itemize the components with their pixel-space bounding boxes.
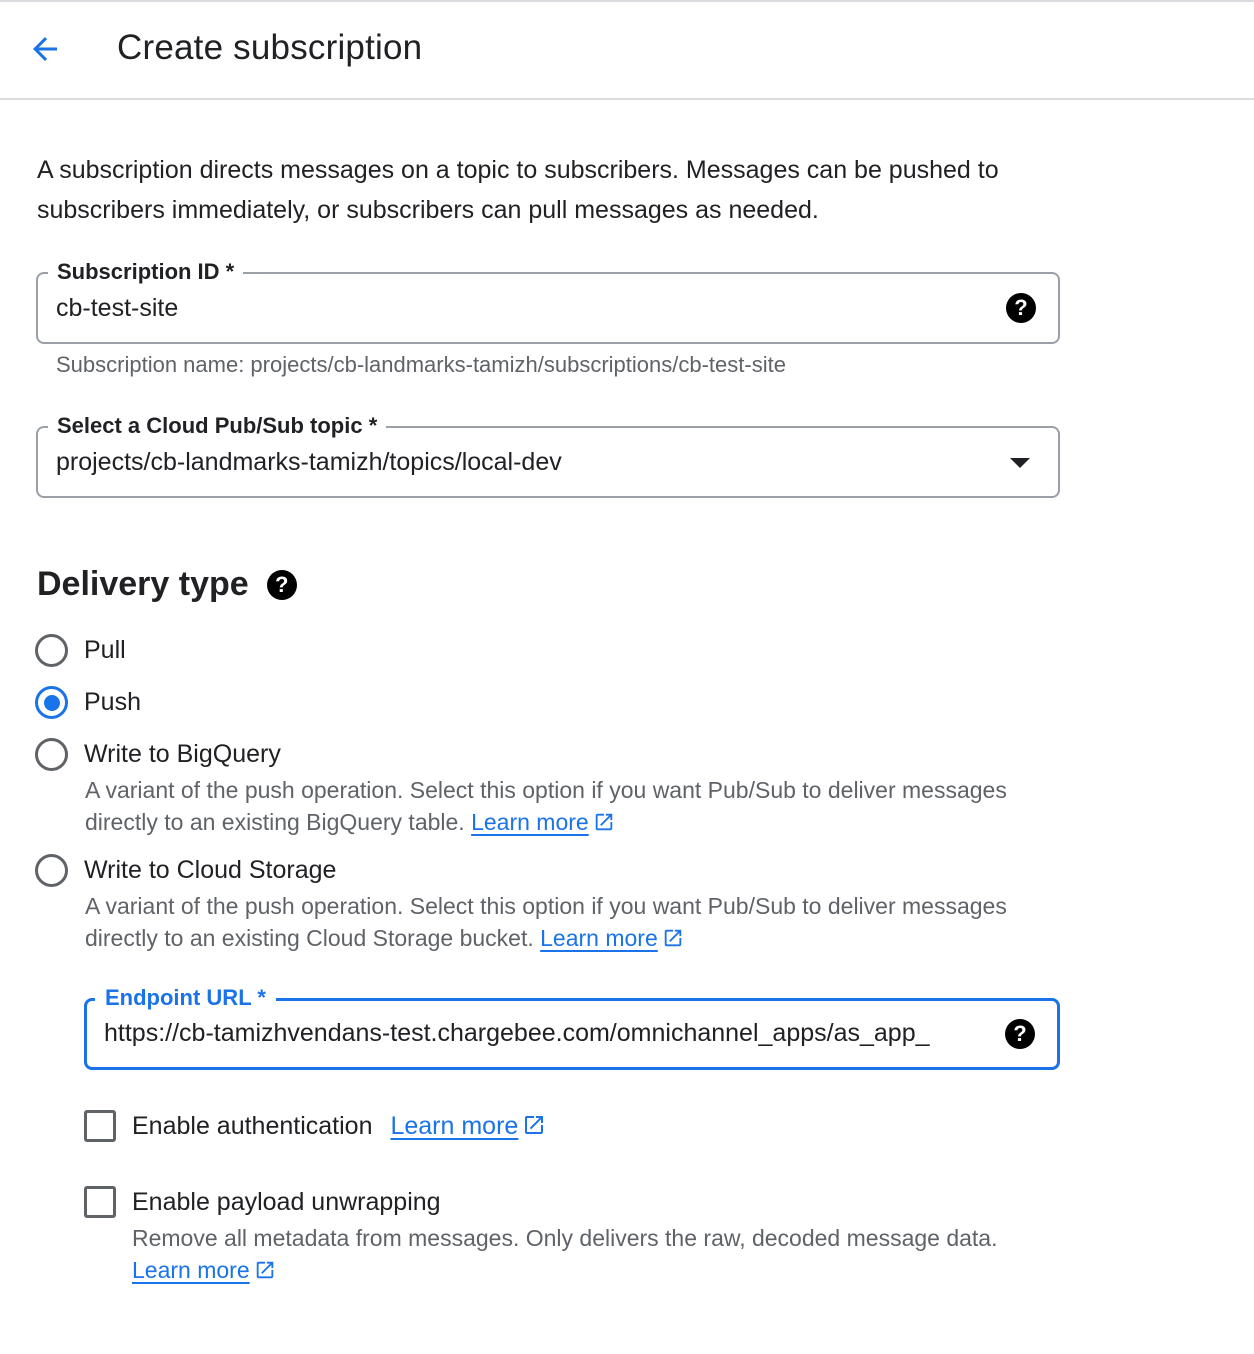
learn-more-link[interactable]: Learn more	[540, 925, 684, 951]
learn-more-link[interactable]: Learn more	[471, 809, 615, 835]
radio-bigquery-label: Write to BigQuery	[84, 740, 281, 768]
radio-push[interactable]	[35, 686, 141, 719]
open-in-new-icon	[522, 1113, 546, 1137]
delivery-type-title: Delivery type	[37, 565, 249, 603]
enable-payload-unwrapping-label[interactable]: Enable payload unwrapping	[132, 1187, 441, 1216]
page-header	[0, 2, 1254, 100]
enable-authentication-row	[84, 1110, 546, 1142]
open-in-new-icon	[593, 811, 615, 833]
page-title: Create subscription	[117, 28, 423, 67]
enable-authentication-checkbox[interactable]	[84, 1110, 116, 1142]
radio-pull[interactable]	[35, 634, 126, 667]
endpoint-url-field[interactable]	[84, 985, 1060, 1070]
topic-select-value[interactable]: projects/cb-landmarks-tamizh/topics/local-dev	[56, 448, 562, 476]
radio-button-selected[interactable]	[35, 686, 68, 719]
enable-payload-unwrapping-checkbox[interactable]	[84, 1186, 116, 1218]
learn-more-link[interactable]: Learn more	[132, 1257, 276, 1283]
delivery-type-heading	[37, 565, 297, 604]
open-in-new-icon	[254, 1259, 276, 1281]
subscription-name-helper: Subscription name: projects/cb-landmarks-tamizh/subscriptions/cb-test-site	[56, 352, 786, 377]
subscription-id-label: Subscription ID *	[48, 257, 243, 287]
radio-button[interactable]	[35, 634, 68, 667]
subscription-id-input[interactable]: cb-test-site	[56, 294, 179, 322]
radio-pull-label: Pull	[84, 636, 126, 664]
help-icon[interactable]: ?	[1006, 293, 1036, 323]
back-button[interactable]	[24, 28, 66, 70]
enable-payload-unwrapping-row	[84, 1186, 441, 1218]
radio-button[interactable]	[35, 854, 68, 887]
radio-cloud-storage-label: Write to Cloud Storage	[84, 856, 337, 884]
radio-push-label: Push	[84, 688, 141, 716]
dropdown-arrow-icon[interactable]	[1010, 458, 1030, 468]
topic-select[interactable]	[36, 413, 1060, 498]
help-icon[interactable]: ?	[267, 570, 297, 600]
bigquery-description: A variant of the push operation. Select this option if you want Pub/Sub to deliver messages directly to an existing BigQuery table. Learn more	[85, 777, 1007, 835]
endpoint-url-label: Endpoint URL *	[95, 983, 276, 1013]
endpoint-url-input[interactable]: https://cb-tamizhvendans-test.chargebee.com/omnichannel_apps/as_app_	[104, 1019, 930, 1047]
radio-button[interactable]	[35, 738, 68, 771]
enable-authentication-label[interactable]: Enable authentication	[132, 1111, 373, 1140]
intro-text: A subscription directs messages on a topic to subscribers. Messages can be pushed to subscribers immediately, or subscribers can pull messages as needed.	[37, 156, 999, 224]
learn-more-link[interactable]: Learn more	[390, 1112, 546, 1141]
payload-unwrapping-description: Remove all metadata from messages. Only delivers the raw, decoded message data. Learn more	[132, 1225, 998, 1283]
radio-cloud-storage[interactable]	[35, 854, 336, 887]
help-icon[interactable]: ?	[1005, 1019, 1035, 1049]
radio-bigquery[interactable]	[35, 738, 281, 771]
arrow-back-icon	[27, 31, 63, 67]
cloud-storage-description: A variant of the push operation. Select this option if you want Pub/Sub to deliver messages directly to an existing Cloud Storage bucket. Learn more	[85, 893, 1007, 951]
topic-select-label: Select a Cloud Pub/Sub topic *	[48, 411, 386, 441]
open-in-new-icon	[662, 927, 684, 949]
subscription-id-field[interactable]	[36, 259, 1060, 344]
